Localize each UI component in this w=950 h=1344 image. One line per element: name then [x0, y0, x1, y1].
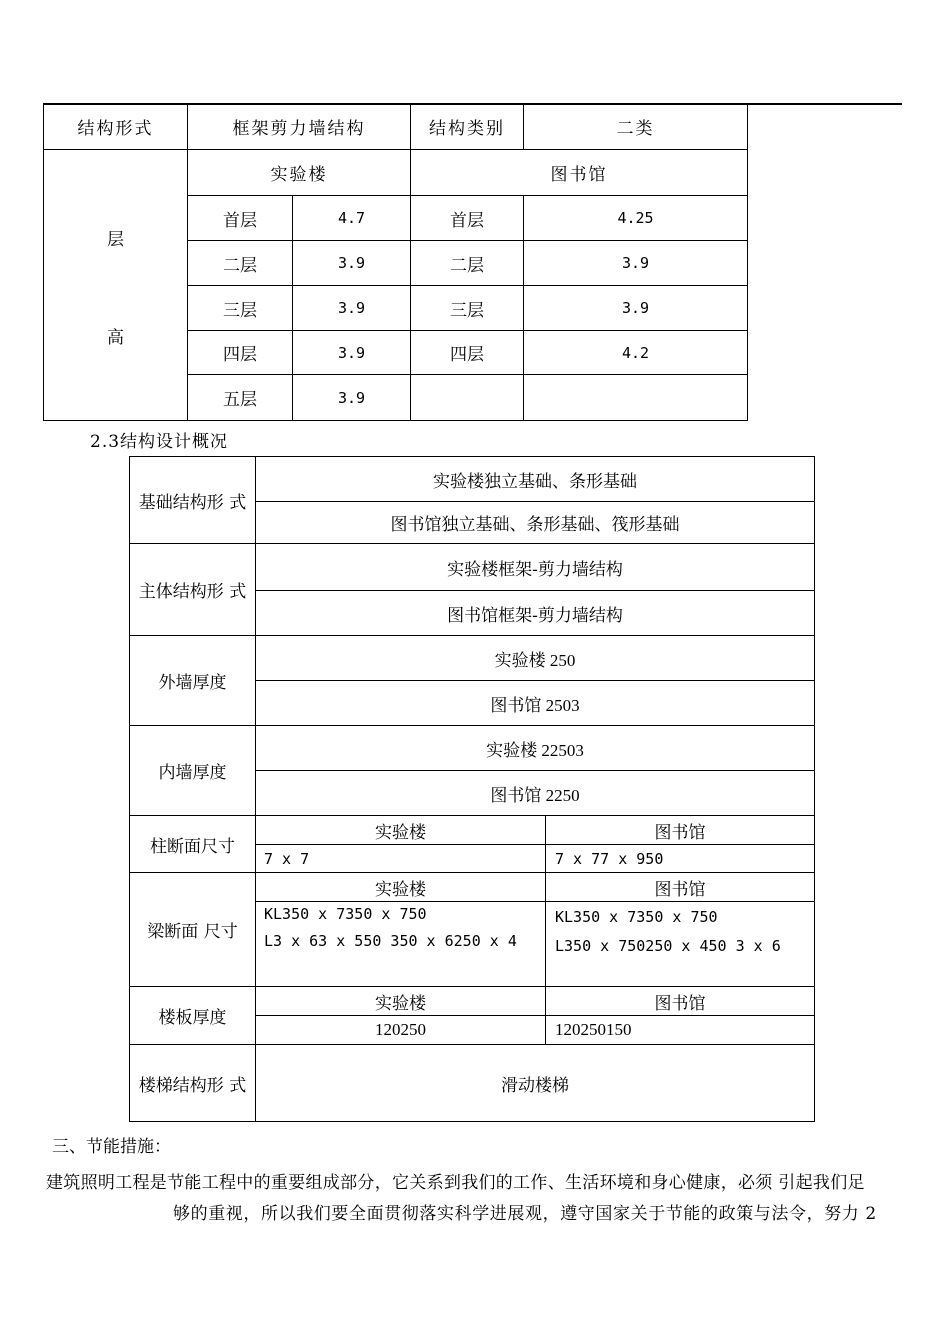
beam-label: 梁断面 尺寸	[147, 922, 238, 942]
paragraph-line1: 建筑照明工程是节能工程中的重要组成部分，它关系到我们的工作、生活环境和身心健康，必须 引起我们足	[46, 1173, 865, 1193]
beam-a-line1: KL350 x 7350 x 750	[264, 905, 427, 923]
height-b-3: 3.9	[621, 299, 650, 317]
column-label: 柱断面尺寸	[150, 836, 235, 857]
floor-b-2: 二层	[450, 255, 484, 276]
slab-a: 120250	[375, 1020, 426, 1039]
slab-head-b: 图书馆	[654, 993, 706, 1014]
main-structure-label: 主体结构形 式	[138, 582, 247, 602]
height-b-5	[524, 375, 747, 420]
outer-wall-a: 实验楼 250	[494, 650, 576, 670]
beam-b-line2: L350 x 750250 x 450 3 x 6	[555, 937, 781, 955]
inner-wall-a: 实验楼 22503	[486, 740, 584, 760]
beam-head-a: 实验楼	[375, 879, 426, 900]
slab-b: 120250150	[555, 1020, 632, 1039]
stair-value: 滑动楼梯	[501, 1075, 569, 1096]
inner-wall-b: 图书馆 2250	[490, 785, 580, 805]
structure-form-value: 框架剪力墙结构	[232, 119, 366, 139]
height-b-4: 4.2	[621, 343, 650, 362]
height-b-2: 3.9	[621, 254, 650, 272]
column-head-b: 图书馆	[654, 822, 706, 843]
section-heading: 2.3结构设计概况	[90, 432, 229, 452]
slab-label: 楼板厚度	[158, 1008, 227, 1028]
column-head-a: 实验楼	[375, 822, 426, 843]
main-structure-a: 实验楼框架-剪力墙结构	[447, 559, 623, 580]
beam-a-line2: L3 x 63 x 550 350 x 6250 x 4	[264, 932, 517, 950]
paragraph-line2: 够的重视，所以我们要全面贯彻落实科学进展观，遵守国家关于节能的政策与法令，努力 2	[173, 1204, 877, 1224]
stair-label: 楼梯结构形 式	[138, 1075, 247, 1096]
inner-wall-label: 内墙厚度	[158, 763, 227, 783]
slab-head-a: 实验楼	[375, 993, 426, 1014]
main-structure-b: 图书馆框架-剪力墙结构	[447, 605, 623, 626]
outer-wall-label: 外墙厚度	[158, 673, 227, 693]
floor-a-4: 四层	[223, 345, 257, 365]
floor-b-3: 三层	[450, 300, 484, 321]
beam-b-line1: KL350 x 7350 x 750	[555, 908, 718, 926]
floor-height-label-top: 层	[107, 229, 124, 250]
foundation-b: 图书馆独立基础、条形基础、筏形基础	[390, 515, 680, 535]
floor-a-1: 首层	[223, 210, 257, 231]
building-a-header: 实验楼	[270, 165, 328, 185]
floor-height-label-bottom: 高	[107, 327, 124, 348]
floor-b-1: 首层	[450, 210, 484, 231]
structure-form-label: 结构形式	[77, 119, 154, 139]
height-a-1: 4.7	[337, 209, 366, 227]
floor-a-2: 二层	[223, 255, 257, 276]
beam-head-b: 图书馆	[654, 879, 706, 900]
floor-b-4: 四层	[450, 345, 484, 365]
column-b: 7 x 77 x 950	[555, 849, 664, 868]
floor-a-5: 五层	[223, 390, 257, 410]
height-a-5: 3.9	[337, 388, 366, 407]
floor-b-5	[411, 375, 523, 420]
height-a-2: 3.9	[337, 254, 366, 272]
column-a: 7 x 7	[264, 849, 310, 868]
structure-category-label: 结构类别	[429, 119, 505, 139]
section3-heading: 三、节能措施：	[52, 1137, 171, 1157]
outer-wall-b: 图书馆 2503	[490, 695, 580, 715]
building-b-header: 图书馆	[550, 165, 608, 185]
foundation-a: 实验楼独立基础、条形基础	[433, 471, 637, 492]
height-a-4: 3.9	[337, 343, 366, 362]
height-b-1: 4.25	[617, 209, 654, 227]
foundation-label: 基础结构形 式	[138, 492, 247, 513]
height-a-3: 3.9	[337, 299, 366, 317]
floor-a-3: 三层	[223, 300, 257, 321]
structure-category-value: 二类	[616, 119, 655, 139]
